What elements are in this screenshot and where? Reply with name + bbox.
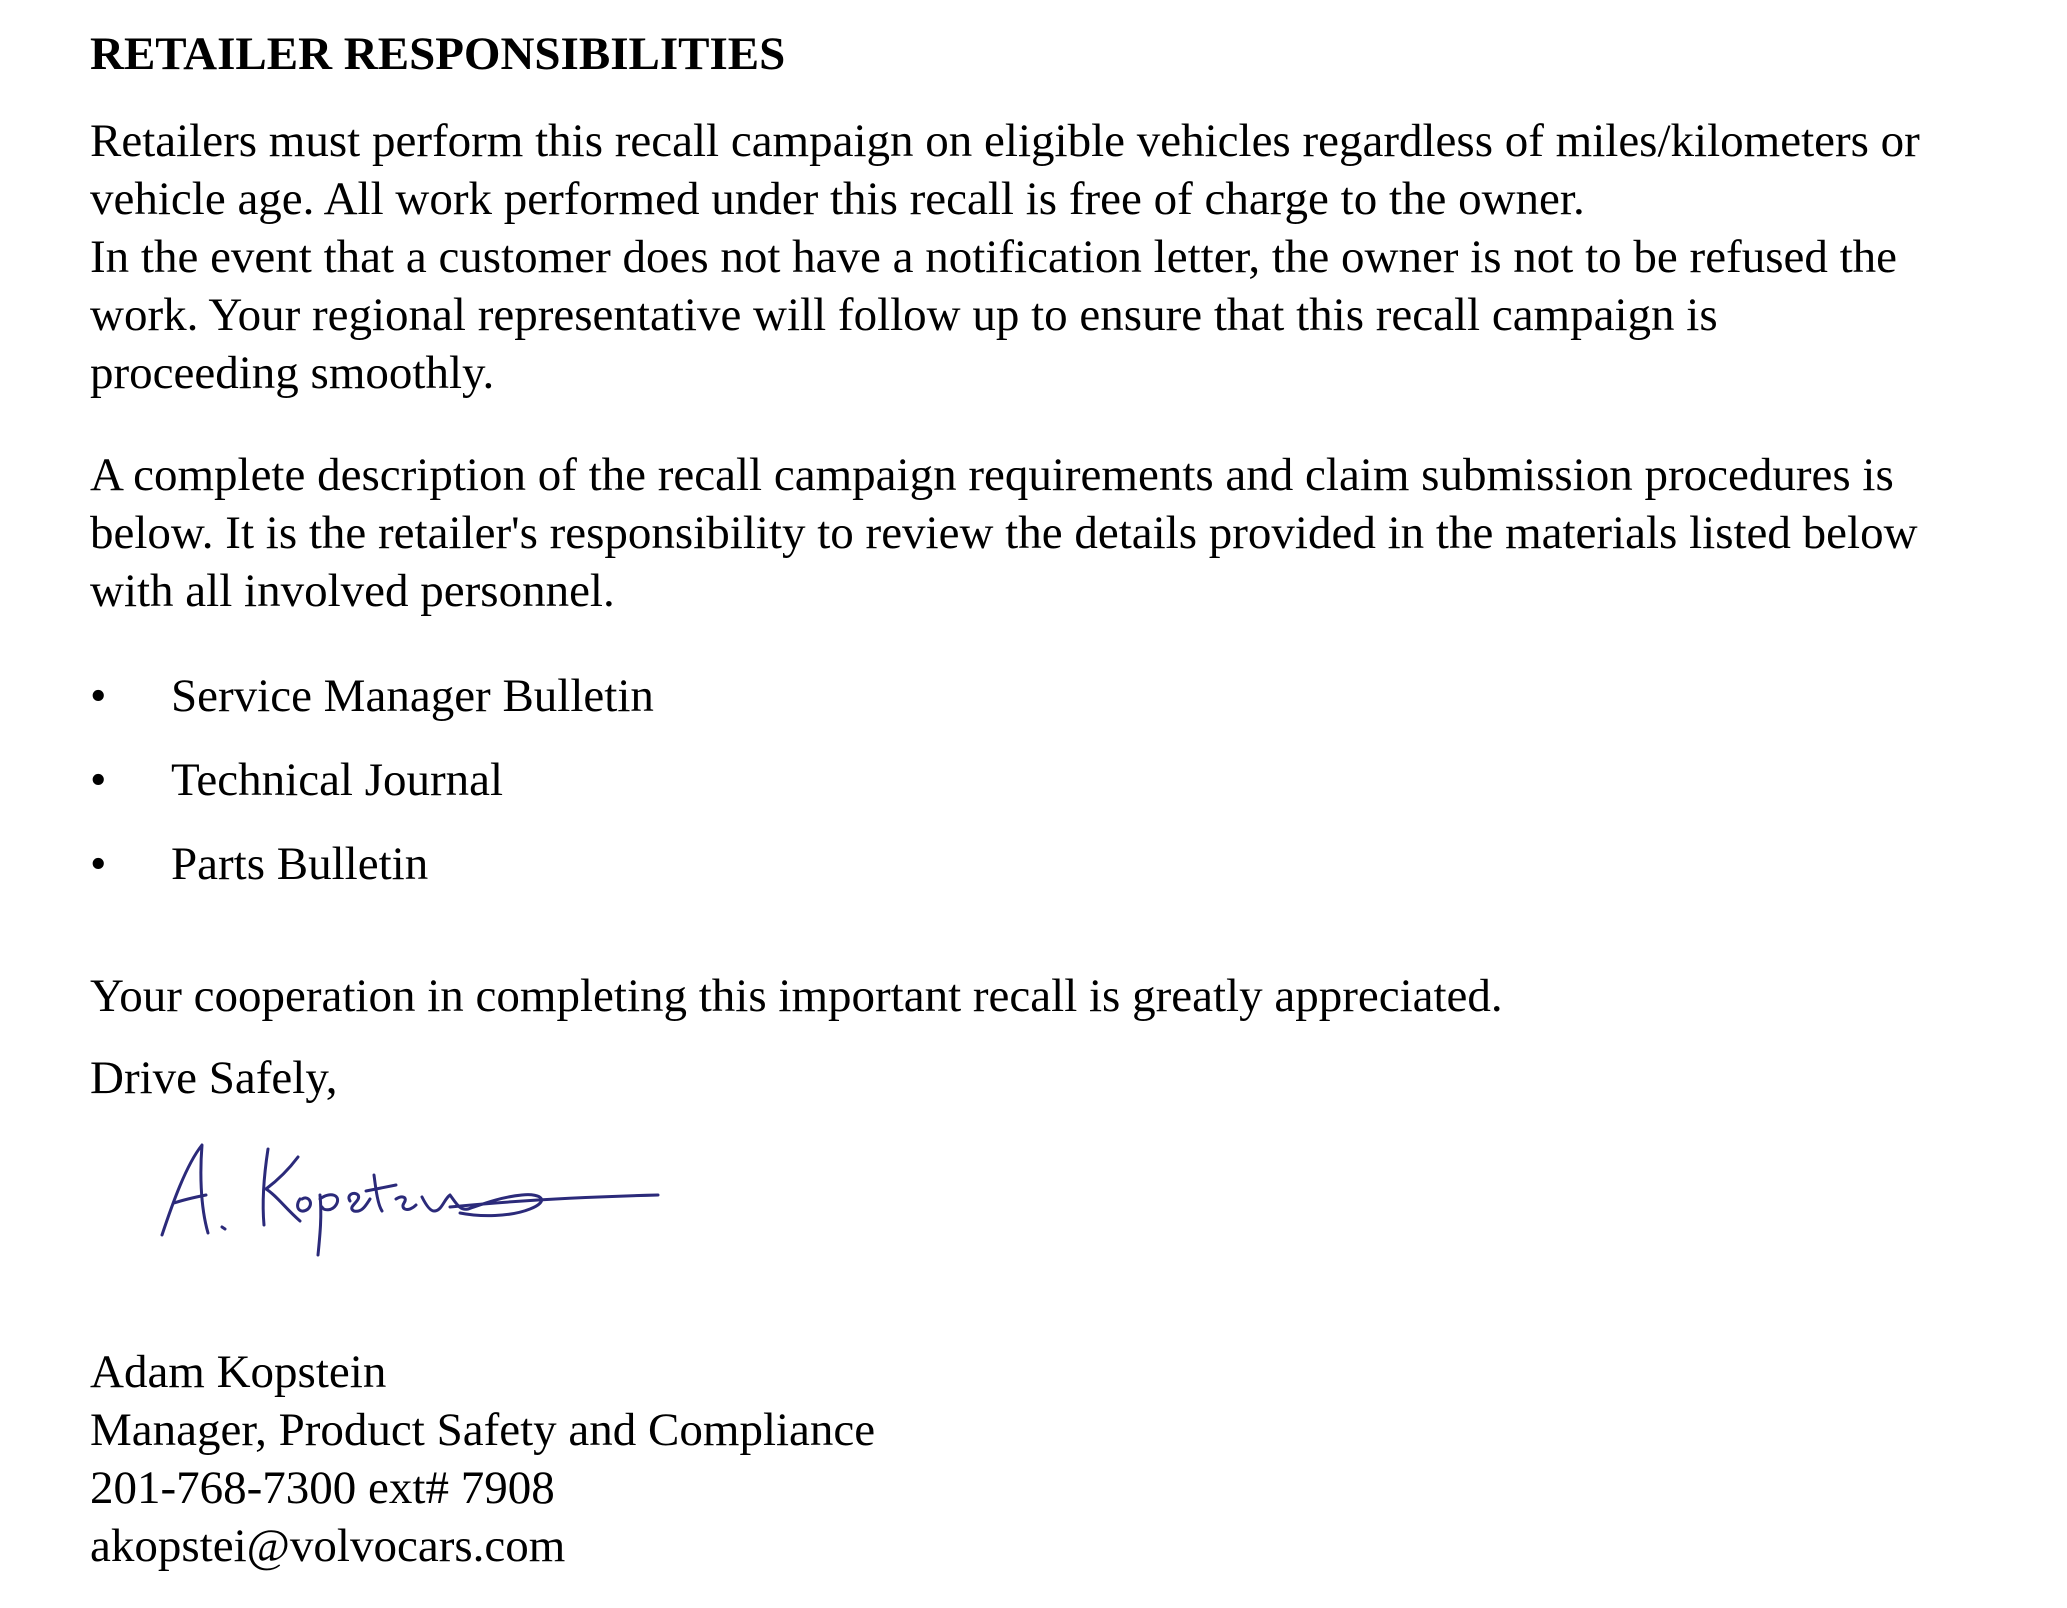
paragraph-line: In the event that a customer does not have a notification letter, the owner is not to be refused the xyxy=(90,231,1898,283)
paragraph-line: vehicle age. All work performed under this recall is free of charge to the owner. xyxy=(90,173,1585,225)
bullet-icon: • xyxy=(90,754,107,806)
bullet-icon: • xyxy=(90,838,107,890)
list-item-label: Parts Bulletin xyxy=(171,838,429,890)
signature-stroke xyxy=(266,1157,300,1221)
signature-stroke xyxy=(366,1175,396,1211)
handwritten-signature xyxy=(150,1125,670,1265)
paragraph-line: Retailers must perform this recall campaign on eligible vehicles regardless of miles/kilometers or xyxy=(90,115,1920,167)
signer-title: Manager, Product Safety and Compliance xyxy=(90,1404,876,1456)
signature-stroke xyxy=(222,1227,225,1229)
signature-stroke xyxy=(298,1198,311,1211)
signature-block xyxy=(90,1343,875,1575)
bullet-icon: • xyxy=(90,670,107,722)
paragraph-line: A complete description of the recall campaign requirements and claim submission procedures is xyxy=(90,449,1894,501)
signer-phone: 201-768-7300 ext# 7908 xyxy=(90,1462,555,1514)
retailer-obligations-paragraph xyxy=(90,112,2050,402)
signature-stroke xyxy=(450,1195,658,1207)
signature-stroke xyxy=(422,1195,468,1211)
campaign-description-paragraph xyxy=(90,446,2050,620)
signature-stroke xyxy=(318,1195,338,1255)
closing-sentence: Your cooperation in completing this important recall is greatly appreciated. xyxy=(90,970,1503,1022)
paragraph-line: work. Your regional representative will follow up to ensure that this recall campaign is xyxy=(90,289,1718,341)
signer-name: Adam Kopstein xyxy=(90,1346,387,1398)
signature-stroke xyxy=(396,1197,416,1210)
paragraph-line: below. It is the retailer's responsibility to review the details provided in the materials listed below xyxy=(90,507,1918,559)
list-item-label: Technical Journal xyxy=(171,754,504,806)
salutation: Drive Safely, xyxy=(90,1052,338,1104)
signature-stroke xyxy=(162,1145,208,1235)
paragraph-line: with all involved personnel. xyxy=(90,565,615,617)
list-item-label: Service Manager Bulletin xyxy=(171,670,654,722)
signature-stroke xyxy=(349,1193,370,1211)
paragraph-line: proceeding smoothly. xyxy=(90,347,495,399)
section-heading: RETAILER RESPONSIBILITIES xyxy=(90,28,786,80)
signer-email: akopstei@volvocars.com xyxy=(90,1520,566,1572)
